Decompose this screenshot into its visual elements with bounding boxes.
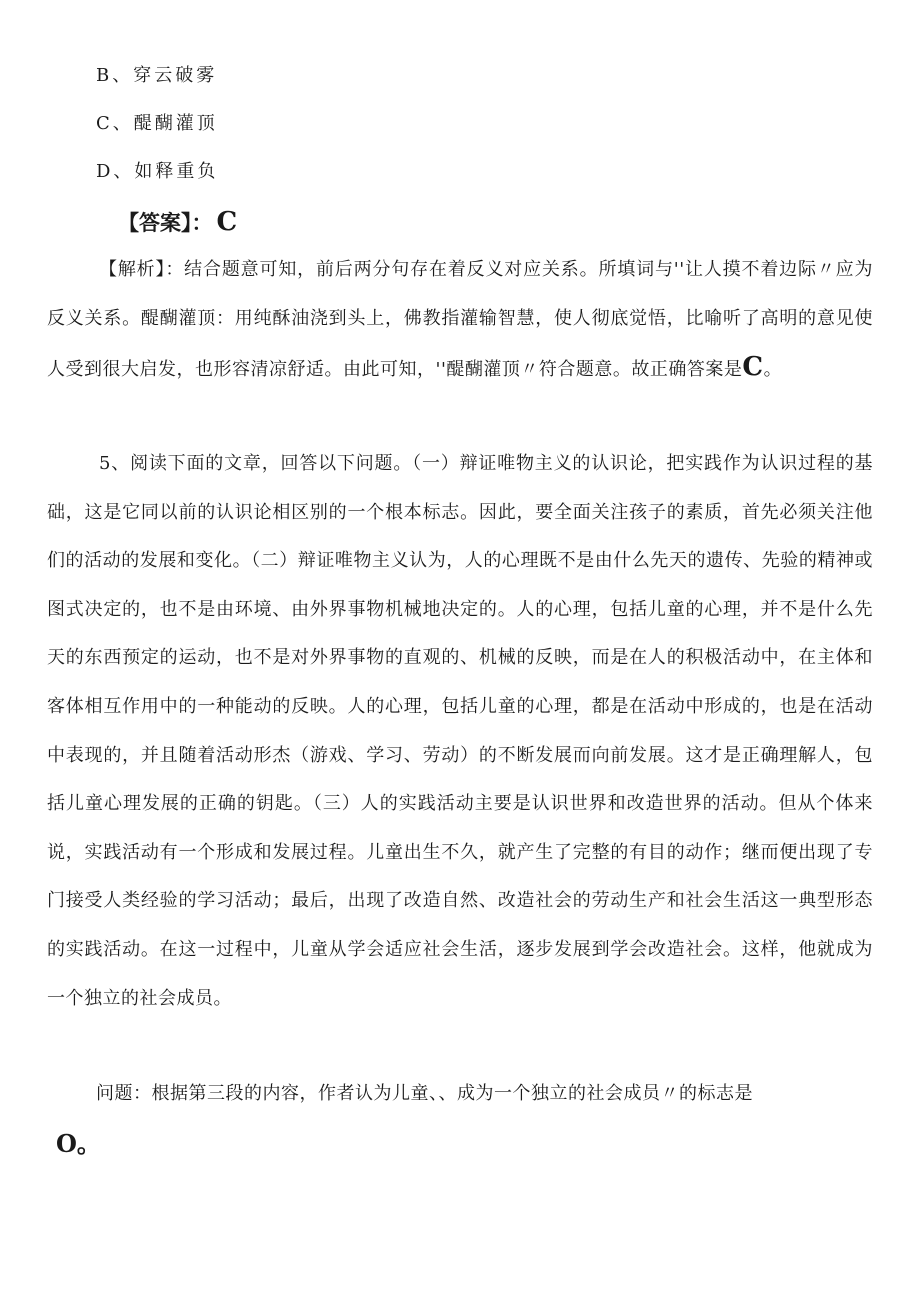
answer-letter: C xyxy=(216,207,238,237)
analysis-text: 【解析】：结合题意可知，前后两分句存在着反义对应关系。所填词与''让人摸不着边际〃应为反义关系。醍醐灌顶：用纯酥油浇到头上，佛教指灌输智慧，使人彻底觉悟，比喻听了高明的意见使人受到很大启发，也形容清凉舒适。由此可知，''醍醐灌顶〃符合题意。故正确答案是 xyxy=(47,259,873,381)
option-b: B、穿云破雾 xyxy=(96,65,218,86)
analysis-end: 。 xyxy=(763,359,783,381)
question-text: 问题：根据第三段的内容，作者认为儿童、、成为一个独立的社会成员〃的标志是 xyxy=(96,1083,753,1104)
option-d: D、如释重负 xyxy=(96,161,219,182)
option-c: C、醍醐灌顶 xyxy=(96,113,218,134)
answer-label: 【答案】： xyxy=(118,211,213,235)
question-blank: O。 xyxy=(56,1129,101,1158)
analysis-paragraph xyxy=(47,246,873,395)
answer-line xyxy=(118,206,237,239)
passage-paragraph: 5、阅读下面的文章，回答以下问题。（一）辩证唯物主义的认识论，把实践作为认识过程的基础，这是它同以前的认识论相区别的一个根本标志。因此，要全面关注孩子的素质，首先必须关注他们的活动的发展和变化。（二）辩证唯物主义认为，人的心理既不是由什么先天的遗传、先验的精神或图式决定的，也不是由环境、由外界事物机械地决定的。人的心理，包括儿童的心理，并不是什么先天的东西预定的运动，也不是对外界事物的直观的、机械的反映，而是在人的积极活动中，在主体和客体相互作用中的一种能动的反映。人的心理，包括儿童的心理，都是在活动中形成的，也是在活动中表现的，并且随着活动形杰（游戏、学习、劳动）的不断发展而向前发展。这才是正确理解人，包括儿童心理发展的正确的钥匙。（三）人的实践活动主要是认识世界和改造世界的活动。但从个体来说，实践活动有一个形成和发展过程。儿童出生不久，就产生了完整的有目的动作；继而便出现了专门接受人类经验的学习活动；最后，出现了改造自然、改造社会的劳动生产和社会生活这一典型形态的实践活动。在这一过程中，儿童从学会适应社会生活，逐步发展到学会改造社会。这样，他就成为一个独立的社会成员。 xyxy=(47,453,873,1009)
analysis-answer-letter: C xyxy=(742,352,764,383)
